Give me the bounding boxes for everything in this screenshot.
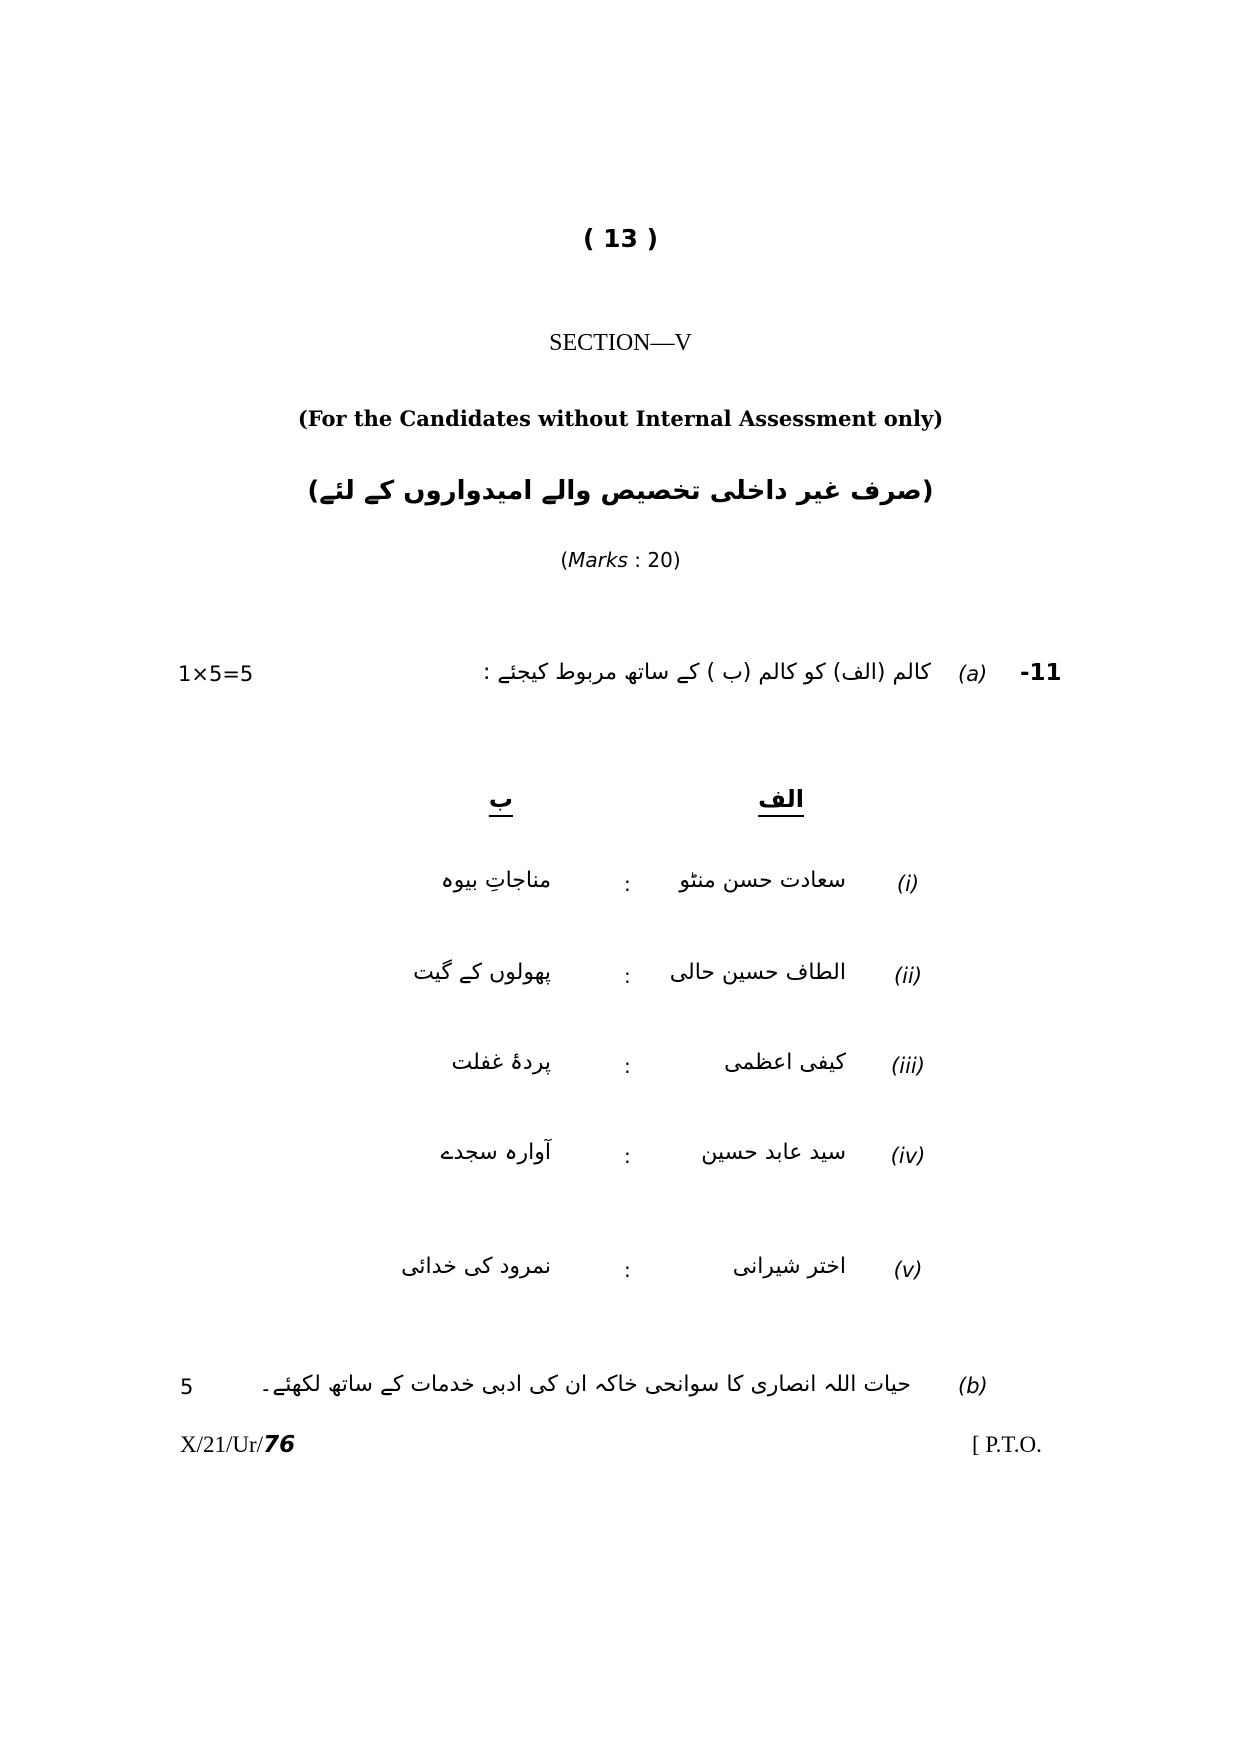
row-1-separator: : bbox=[624, 872, 631, 896]
question-marks: 1×5=5 bbox=[178, 662, 254, 686]
column-a-heading: الف bbox=[758, 785, 804, 813]
row-4-column-b: آوارہ سجدے bbox=[440, 1140, 551, 1165]
row-1-column-b: مناجاتِ بیوہ bbox=[440, 868, 551, 893]
row-1-column-a: سعادت حسن منٹو bbox=[679, 868, 846, 893]
row-1-roman: (i) bbox=[896, 872, 920, 896]
row-4-separator: : bbox=[624, 1144, 631, 1168]
row-5-separator: : bbox=[624, 1258, 631, 1282]
marks-open: ( bbox=[560, 548, 569, 572]
row-3-column-a: کیفی اعظمی bbox=[724, 1050, 846, 1075]
page-number: ( 13 ) bbox=[582, 224, 659, 253]
row-4-roman: (iv) bbox=[890, 1144, 926, 1168]
candidates-note-urdu: (صرف غیر داخلی تخصیص والے امیدواروں کے لئے) bbox=[307, 476, 934, 506]
row-3-roman: (iii) bbox=[891, 1054, 925, 1078]
row-2-separator: : bbox=[624, 964, 631, 988]
pto-label: [ P.T.O. bbox=[972, 1432, 1042, 1457]
part-a-label: (a) bbox=[958, 662, 988, 686]
part-b-instruction: حیات اللہ انصاری کا سوانحی خاکہ ان کی ادبی خدمات کے ساتھ لکھئے۔ bbox=[259, 1372, 911, 1397]
marks-label: Marks bbox=[568, 548, 628, 572]
row-5-column-b: نمرود کی خدائی bbox=[401, 1254, 551, 1279]
paper-code-prefix: X/21/Ur/ bbox=[180, 1432, 264, 1457]
row-5-column-a: اختر شیرانی bbox=[732, 1254, 846, 1279]
part-b-marks: 5 bbox=[180, 1375, 194, 1399]
part-a-instruction: کالم (الف) کو کالم (ب ) کے ساتھ مربوط کیجئے : bbox=[483, 660, 931, 685]
section-title: SECTION—V bbox=[549, 330, 692, 356]
paper-code-number: 76 bbox=[263, 1432, 296, 1458]
row-4-column-a: سید عابد حسین bbox=[701, 1140, 846, 1165]
paper-code bbox=[180, 1432, 295, 1458]
marks-value: : 20) bbox=[634, 548, 681, 572]
row-2-roman: (ii) bbox=[893, 964, 923, 988]
marks-line bbox=[0, 548, 1241, 572]
row-5-roman: (v) bbox=[893, 1258, 923, 1282]
question-number: -11 bbox=[1020, 660, 1062, 686]
row-2-column-b: پھولوں کے گیت bbox=[413, 960, 551, 985]
column-b-heading: ب bbox=[488, 785, 513, 813]
candidates-note: (For the Candidates without Internal Assessment only) bbox=[297, 406, 944, 431]
row-3-column-b: پردۂ غفلت bbox=[451, 1050, 551, 1075]
part-b-label: (b) bbox=[958, 1374, 988, 1398]
row-2-column-a: الطاف حسین حالی bbox=[669, 960, 846, 985]
row-3-separator: : bbox=[624, 1054, 631, 1078]
